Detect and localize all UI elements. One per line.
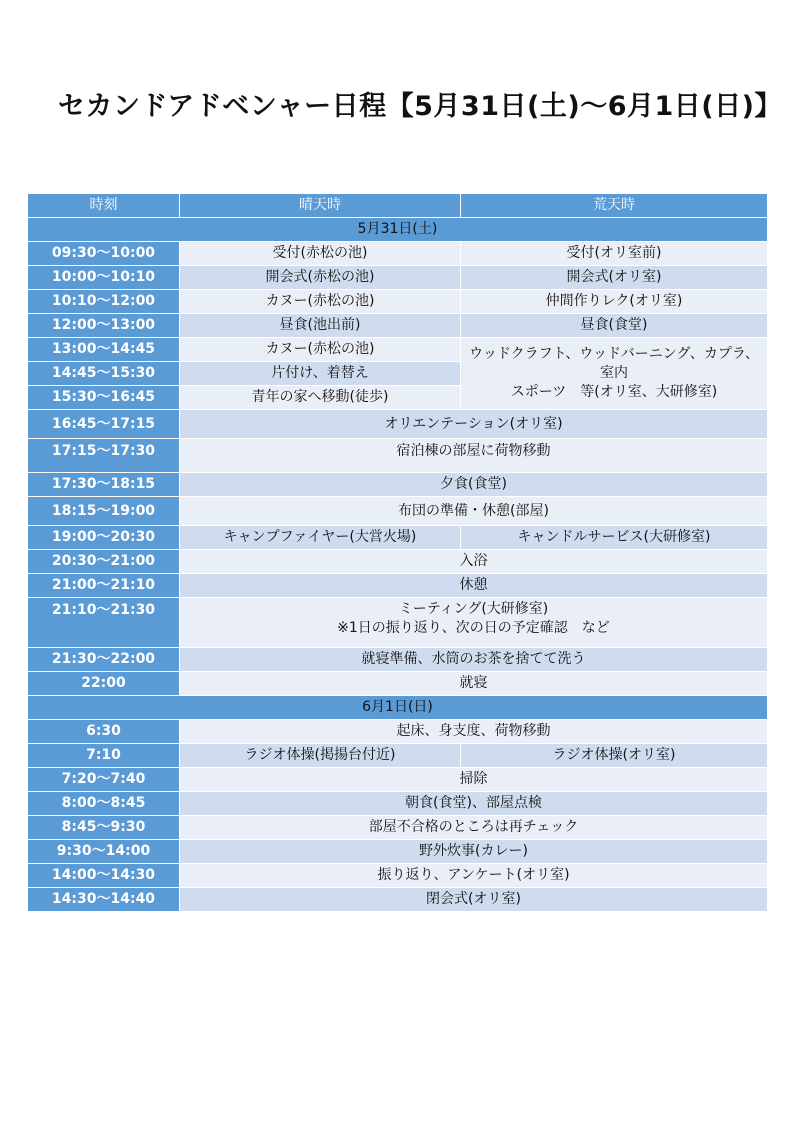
table-row — [28, 744, 768, 768]
table-row — [28, 816, 768, 840]
date-day1: 5月31日(土) — [28, 218, 768, 242]
row-both: 宿泊棟の部屋に荷物移動 — [180, 439, 768, 473]
row-sunny: キャンプファイヤー(大営火場) — [180, 526, 461, 550]
rainy-activities-line2: スポーツ 等(オリ室、大研修室) — [510, 384, 718, 400]
row-sunny: カヌー(赤松の池) — [180, 338, 461, 362]
row-sunny: カヌー(赤松の池) — [180, 290, 461, 314]
table-row — [28, 888, 768, 912]
table-row — [28, 410, 768, 439]
row-time: 7:10 — [28, 744, 180, 768]
row-time: 20:30～21:00 — [28, 550, 180, 574]
row-rainy: 開会式(オリ室) — [461, 266, 768, 290]
row-both: 掃除 — [180, 768, 768, 792]
page-title: セカンドアドベンャー日程【5月31日(土)～6月1日(日)】 — [58, 91, 782, 122]
row-both: 入浴 — [180, 550, 768, 574]
row-both: 夕食(食堂) — [180, 473, 768, 497]
table-row — [28, 290, 768, 314]
row-time: 22:00 — [28, 672, 180, 696]
table-row — [28, 648, 768, 672]
row-time: 21:30～22:00 — [28, 648, 180, 672]
table-row — [28, 720, 768, 744]
row-time: 16:45～17:15 — [28, 410, 180, 439]
table-row — [28, 792, 768, 816]
row-time: 8:45～9:30 — [28, 816, 180, 840]
row-time: 21:10～21:30 — [28, 598, 180, 648]
row-both: 振り返り、アンケート(オリ室) — [180, 864, 768, 888]
row-time: 13:00～14:45 — [28, 338, 180, 362]
row-rainy: ラジオ体操(オリ室) — [461, 744, 768, 768]
table-row — [28, 497, 768, 526]
date-day2: 6月1日(日) — [28, 696, 768, 720]
row-time: 9:30～14:00 — [28, 840, 180, 864]
row-both: 野外炊事(カレー) — [180, 840, 768, 864]
date-row — [28, 218, 768, 242]
table-row — [28, 338, 768, 362]
table-row — [28, 840, 768, 864]
row-sunny: 開会式(赤松の池) — [180, 266, 461, 290]
row-time: 7:20～7:40 — [28, 768, 180, 792]
row-both: 起床、身支度、荷物移動 — [180, 720, 768, 744]
row-both: 就寝準備、水筒のお茶を捨てて洗う — [180, 648, 768, 672]
row-rainy: 受付(オリ室前) — [461, 242, 768, 266]
rainy-activities-line1: ウッドクラフト、ウッドバーニング、カプラ、室内 — [469, 346, 759, 381]
header-row — [28, 194, 768, 218]
header-sunny: 晴天時 — [180, 194, 461, 218]
table-row — [28, 864, 768, 888]
row-time: 19:00～20:30 — [28, 526, 180, 550]
row-sunny: 昼食(池出前) — [180, 314, 461, 338]
row-time: 14:45～15:30 — [28, 362, 180, 386]
table-row — [28, 473, 768, 497]
meeting-note: ※1日の振り返り、次の日の予定確認 など — [337, 620, 610, 636]
row-sunny: ラジオ体操(掲揚台付近) — [180, 744, 461, 768]
table-row — [28, 526, 768, 550]
row-both: 部屋不合格のところは再チェック — [180, 816, 768, 840]
row-time: 14:30～14:40 — [28, 888, 180, 912]
row-time: 10:00～10:10 — [28, 266, 180, 290]
row-rainy: キャンドルサービス(大研修室) — [461, 526, 768, 550]
schedule-table — [27, 193, 768, 912]
row-time: 17:15～17:30 — [28, 439, 180, 473]
row-time: 17:30～18:15 — [28, 473, 180, 497]
row-both: 閉会式(オリ室) — [180, 888, 768, 912]
table-row — [28, 574, 768, 598]
row-both: オリエンテーション(オリ室) — [180, 410, 768, 439]
row-rainy: 昼食(食堂) — [461, 314, 768, 338]
meeting-title: ミーティング(大研修室) — [398, 601, 549, 617]
row-time: 6:30 — [28, 720, 180, 744]
table-row — [28, 242, 768, 266]
rainy-activities-cell — [461, 338, 768, 410]
row-sunny: 受付(赤松の池) — [180, 242, 461, 266]
table-row — [28, 439, 768, 473]
table-row — [28, 550, 768, 574]
row-time: 8:00～8:45 — [28, 792, 180, 816]
date-row — [28, 696, 768, 720]
row-rainy: 仲間作りレク(オリ室) — [461, 290, 768, 314]
row-time: 21:00～21:10 — [28, 574, 180, 598]
table-row — [28, 266, 768, 290]
row-time: 18:15～19:00 — [28, 497, 180, 526]
table-row — [28, 314, 768, 338]
header-rainy: 荒天時 — [461, 194, 768, 218]
row-both: 就寝 — [180, 672, 768, 696]
row-time: 10:10～12:00 — [28, 290, 180, 314]
row-time: 15:30～16:45 — [28, 386, 180, 410]
table-row — [28, 768, 768, 792]
row-sunny: 片付け、着替え — [180, 362, 461, 386]
row-sunny: 青年の家へ移動(徒歩) — [180, 386, 461, 410]
row-time: 12:00～13:00 — [28, 314, 180, 338]
row-both: 休憩 — [180, 574, 768, 598]
table-row — [28, 598, 768, 648]
row-time: 09:30～10:00 — [28, 242, 180, 266]
header-time: 時刻 — [28, 194, 180, 218]
row-both: 布団の準備・休憩(部屋) — [180, 497, 768, 526]
row-both-meeting — [180, 598, 768, 648]
table-row — [28, 672, 768, 696]
row-time: 14:00～14:30 — [28, 864, 180, 888]
row-both: 朝食(食堂)、部屋点検 — [180, 792, 768, 816]
